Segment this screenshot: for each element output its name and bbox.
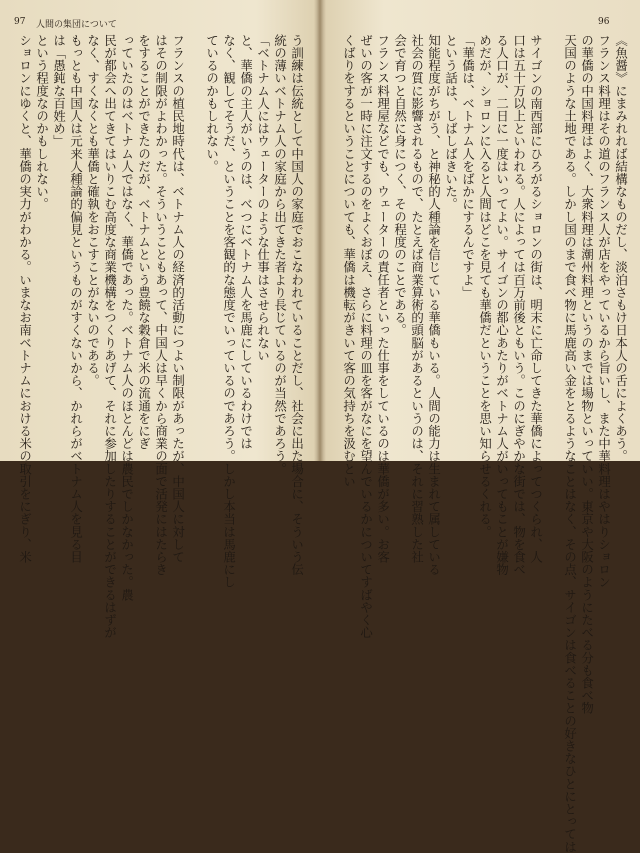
text-line: う訓練は伝統として中国人の家庭でおこなわれていることだし、社会に出た場合に、そういう伝 xyxy=(289,34,305,576)
text-line: 統の薄いベトナム人の家庭から出てきた者より長じているのが当然であろう。 xyxy=(272,34,288,475)
text-line: なく、観してそうだ、ということを客観的な態度でいっているのであろう。しかし本当は馬鹿にし xyxy=(221,34,237,589)
text-line: フランス料理はその道のフランス人が店をやっているから旨いし、また中華料理はやはりショロン xyxy=(596,34,612,589)
text-line: は「愚鈍な百姓め」 xyxy=(51,34,67,148)
text-line: 知能程度がちがう、と神秘的人種論を信じている華僑もいる。人間の能力は生まれて属している xyxy=(426,34,442,576)
text-line: 「華僑は、ベトナム人をばかにするんですよ」 xyxy=(460,34,476,299)
text-line: をすることができたのだが、ベトナムという豊饒な穀倉で米の流通をにぎ xyxy=(136,34,152,450)
text-line: の華僑の中国料理はよく、大衆料理は潮州料理というのまでは場物といっていい。東京や大阪のようにたべる分も食べ物 xyxy=(579,34,595,715)
text-line: 会で育つと自然に身につく、その程度のことである。 xyxy=(392,34,408,337)
left-page xyxy=(0,0,318,639)
text-line: 《魚醤》にまみれれば結構なものだし、淡泊さもけ日本人の舌によくあう。 xyxy=(613,34,629,463)
text-line: 社会の質に影響されるもので、たとえば商業算術的頭脳があるというのは、それに習熟した社 xyxy=(409,34,425,564)
right-page xyxy=(322,0,640,853)
text-line: ショロンにゆくと、華僑の実力がわかる。いまなお南ベトナムにおける米の取引をにぎり、米 xyxy=(17,34,33,564)
text-line: フランス料理屋などでも、ウェーターの責任者といった仕事をしているのは華僑が多い。お客 xyxy=(375,34,391,564)
text-line: る人口が、二日に一度はいってよい。サイゴンの都心あたりがベトナム人がいってもことが嫌物 xyxy=(494,34,510,576)
text-line: くばりをするということについても、華僑は機転がきいて客の気持ちを汲むとい xyxy=(341,34,357,488)
text-line: 民が都会へ出てきてはいりこむ高度な商業機構をつくりあげて、それに参加したりすることができるはずが xyxy=(102,34,118,639)
text-line: もっとも中国人は元来人種論的偏見というものがすくないから、かれらがベトナム人を見る目 xyxy=(68,34,84,564)
text-line: と、華僑の主人がいうのは、べつにベトナム人を馬鹿にしているわけでは xyxy=(238,34,254,450)
text-line: ぜいの客が一時に注文するのをよくおぼえ、さらに料理の皿を客がなにを望んでいるかについてすばやく心 xyxy=(358,34,374,639)
text-line: という程度なのかもしれない。 xyxy=(34,34,50,211)
text-line: 天国のような土地である。しかし国のまで食べ物に馬鹿高い金をとるようなことはなく、その点、サイゴンは食べることの好きなひとにとっては xyxy=(562,34,578,853)
page-number-right: 96 xyxy=(598,17,610,27)
text-line: 口は五十万以上といわれる。人によっては百万前後ともいう。このにぎやかな街では、物を食べ xyxy=(511,34,527,576)
page-number-left: 97 xyxy=(14,17,26,27)
running-head: 人間の集団について xyxy=(36,20,117,30)
text-line: サイゴンの南西部にひろがるショロンの街は、明末に亡命してきた華僑によってつくられ、人 xyxy=(528,34,544,564)
text-line: という話は、しばしばきいた。 xyxy=(443,34,459,211)
text-line: っていたのはベトナム人ではなく、華僑であった。ベトナム人のほとんどは農民でしかなかった。農 xyxy=(119,34,135,601)
text-line: ているのかもしれない。 xyxy=(204,34,220,173)
text-line: フランスの植民地時代は、ベトナム人の経済的活動につよい制限があったが、中国人に対して xyxy=(170,34,186,564)
text-line: 「ベトナム人にはウェーターのような仕事はさせられない xyxy=(255,34,271,362)
text-line: なく、すくなくとも華僑と確執をおこすことがないのである。 xyxy=(85,34,101,387)
text-line: はその制限がよわかった。そういうこともあって、中国人は早くから商業の面で活発にはたらき xyxy=(153,34,169,576)
text-line: めだが、ショロンに入ると人間はどこを見ても華僑だということを思い知らせるくれる。 xyxy=(477,34,493,538)
